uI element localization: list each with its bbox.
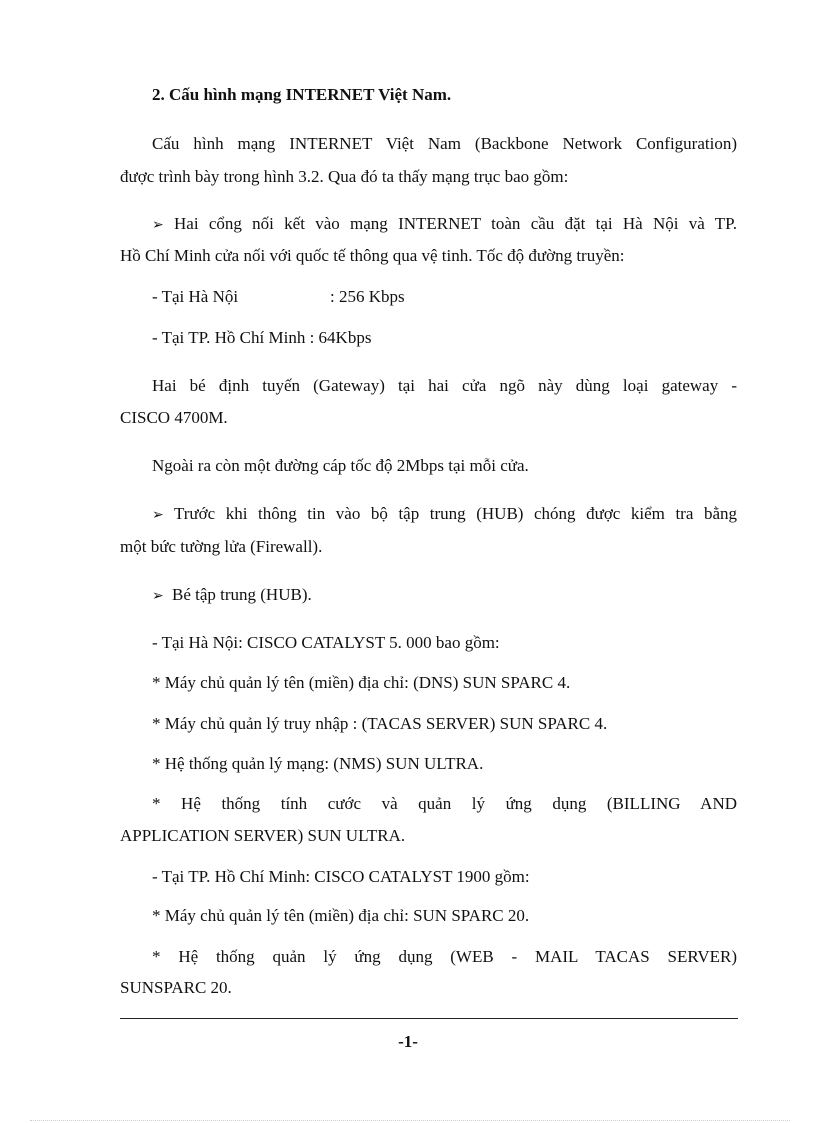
hcm-hub-title: - Tại TP. Hồ Chí Minh: CISCO CATALYST 1900 gồm: bbox=[152, 867, 530, 886]
firewall-line-2: một bức tường lửa (Firewall). bbox=[120, 537, 323, 556]
hcm-hub-item-2-line-2: SUNSPARC 20. bbox=[120, 978, 232, 997]
speed-hanoi bbox=[152, 286, 405, 308]
intro-line-1: Cấu hình mạng INTERNET Việt Nam (Backbone Network Configuration) bbox=[152, 134, 737, 153]
speed-hanoi-value: : 256 Kbps bbox=[330, 287, 405, 306]
firewall-paragraph-line-1 bbox=[152, 503, 737, 526]
hub-text: Bé tập trung (HUB). bbox=[171, 585, 312, 604]
gateways-paragraph-line-1 bbox=[152, 213, 737, 236]
firewall-text-1: Trước khi thông tin vào bộ tập trung (HUB) chóng được kiểm tra bằng bbox=[173, 504, 737, 523]
hanoi-hub-item-2: * Máy chủ quản lý truy nhập : (TACAS SERVER) SUN SPARC 4. bbox=[152, 714, 608, 733]
intro-line-2: được trình bày trong hình 3.2. Qua đó ta thấy mạng trục bao gồm: bbox=[120, 167, 569, 186]
routers-line-2: CISCO 4700M. bbox=[120, 408, 228, 427]
hanoi-hub-item-1: * Máy chủ quản lý tên (miền) địa chỉ: (DNS) SUN SPARC 4. bbox=[152, 673, 571, 692]
cable-paragraph: Ngoài ra còn một đường cáp tốc độ 2Mbps tại mỗi cửa. bbox=[152, 456, 529, 475]
gateways-text-1: Hai cổng nối kết vào mạng INTERNET toàn cầu đặt tại Hà Nội và TP. bbox=[174, 214, 737, 233]
arrow-bullet-icon: ➢ bbox=[152, 588, 164, 604]
arrow-bullet-icon: ➢ bbox=[152, 217, 164, 233]
gateways-line-2: Hồ Chí Minh cửa nối với quốc tế thông qua vệ tinh. Tốc độ đường truyền: bbox=[120, 246, 625, 265]
page-bottom-dotted-line bbox=[30, 1120, 790, 1121]
hanoi-hub-title: - Tại Hà Nội: CISCO CATALYST 5. 000 bao gồm: bbox=[152, 633, 500, 652]
speed-hanoi-label: - Tại Hà Nội bbox=[152, 287, 239, 306]
hcm-hub-item-1: * Máy chủ quản lý tên (miền) địa chỉ: SUN SPARC 20. bbox=[152, 906, 530, 925]
footer-rule bbox=[120, 1018, 738, 1019]
hanoi-hub-item-4-line-1: * Hệ thống tính cước và quản lý ứng dụng (BILLING AND bbox=[152, 794, 737, 813]
arrow-bullet-icon: ➢ bbox=[152, 507, 164, 523]
hub-heading bbox=[152, 584, 312, 607]
hcm-hub-item-2-line-1: * Hệ thống quản lý ứng dụng (WEB - MAIL TACAS SERVER) bbox=[152, 947, 737, 966]
hanoi-hub-item-3: * Hệ thống quản lý mạng: (NMS) SUN ULTRA. bbox=[152, 754, 484, 773]
section-heading: 2. Cấu hình mạng INTERNET Việt Nam. bbox=[152, 85, 452, 104]
hanoi-hub-item-4-line-2: APPLICATION SERVER) SUN ULTRA. bbox=[120, 826, 406, 845]
speed-hcm: - Tại TP. Hồ Chí Minh : 64Kbps bbox=[152, 328, 372, 347]
routers-line-1: Hai bé định tuyến (Gateway) tại hai cửa ngõ này dùng loại gateway - bbox=[152, 376, 737, 395]
page-number: -1- bbox=[398, 1032, 418, 1051]
